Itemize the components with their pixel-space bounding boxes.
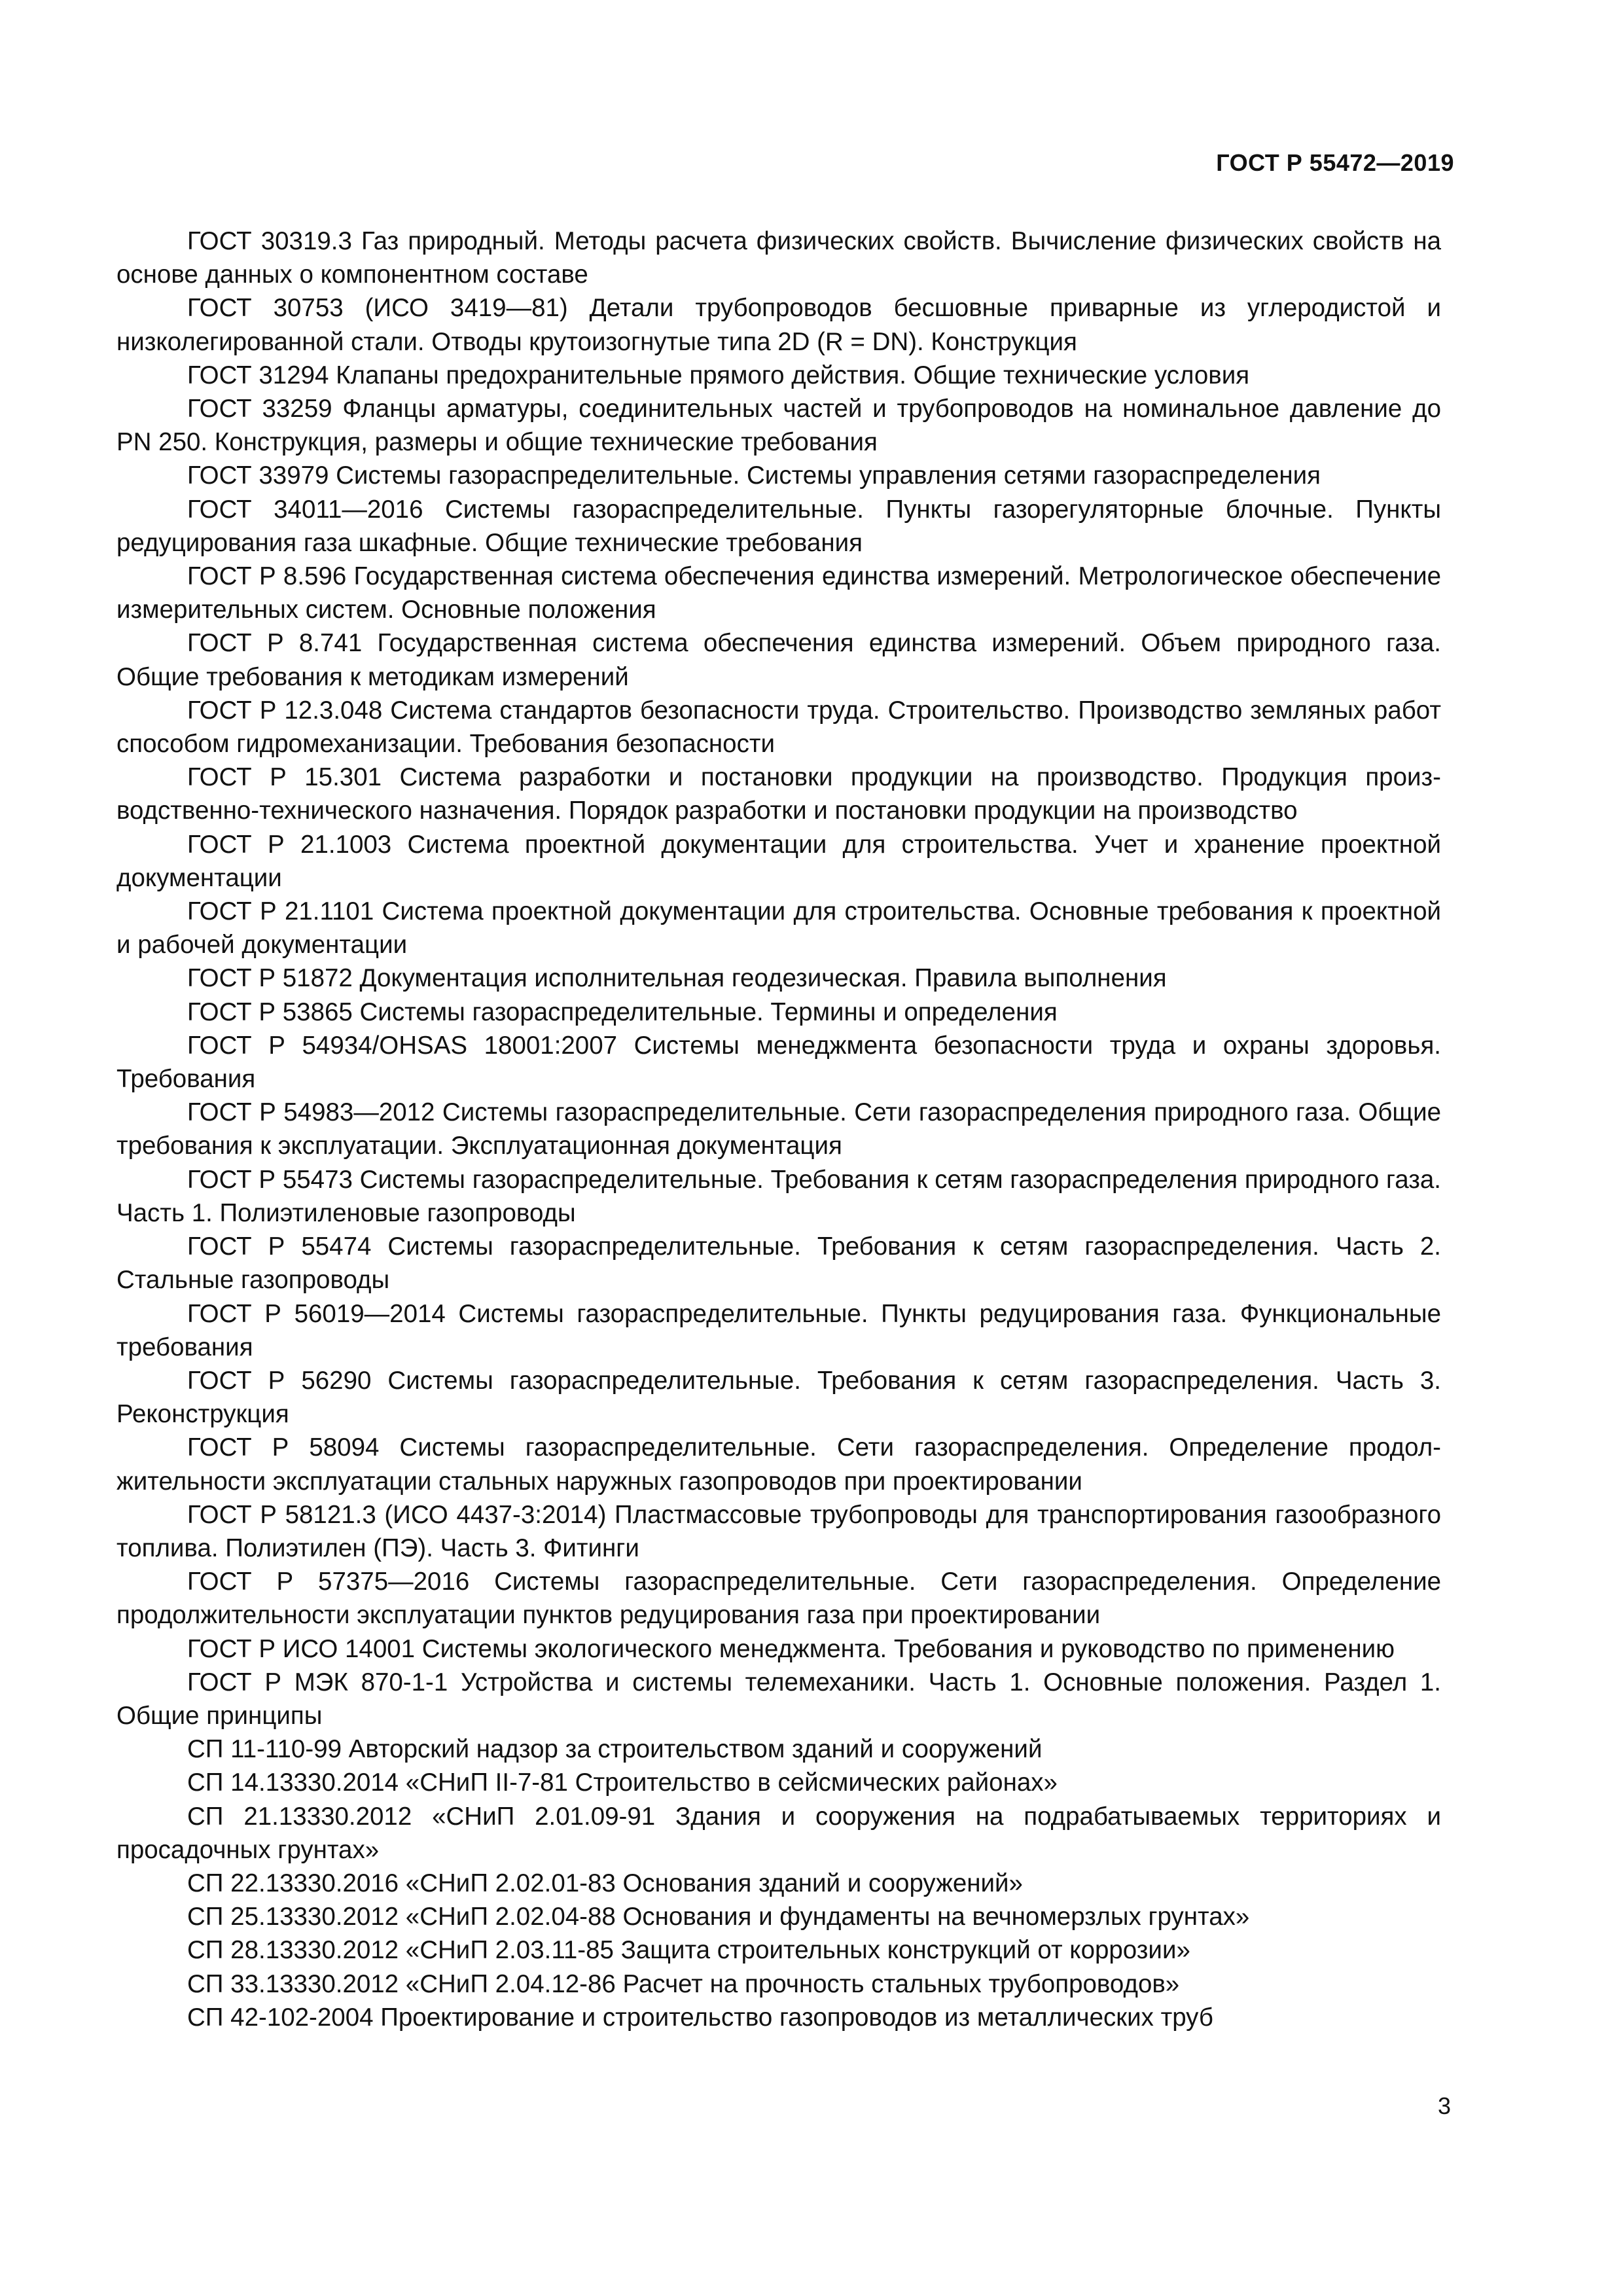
reference-item: ГОСТ 30753 (ИСО 3419—81) Детали трубопроводов бесшовные приварные из углеродистой и низколегированной стали. Отводы крутоизогнутые типа 2D (R = DN). Конструкция: [116, 294, 1441, 356]
reference-item: ГОСТ Р 54983—2012 Системы газораспределительные. Сети газораспределения природного газа. Общие требования к эксплуатации. Эксплуатационная документация: [116, 1098, 1441, 1160]
document-code-header: ГОСТ Р 55472—2019: [1216, 149, 1454, 176]
reference-item: ГОСТ 33979 Системы газораспределительные. Системы управления сетями газораспределения: [187, 461, 1321, 490]
reference-item: ГОСТ Р 57375—2016 Системы газораспределительные. Сети газораспределения. Определение продолжительности эксплуатации пунктов редуцирования газа при проектировании: [116, 1568, 1441, 1630]
reference-item: ГОСТ Р 51872 Документация исполнительная геодезическая. Правила выполнения: [187, 964, 1167, 993]
reference-item: СП 14.13330.2014 «СНиП II-7-81 Строительство в сейсмических районах»: [187, 1768, 1058, 1797]
reference-item: ГОСТ Р 54934/OHSAS 18001:2007 Системы менеджмента безопасности труда и охраны здоровья. Требования: [116, 1031, 1441, 1094]
reference-item: ГОСТ Р 58121.3 (ИСО 4437-3:2014) Пластмассовые трубопроводы для транспортирования газообразного топлива. Полиэтилен (ПЭ). Часть 3. Фитинги: [116, 1500, 1441, 1562]
reference-item: СП 28.13330.2012 «СНиП 2.03.11-85 Защита строительных конструкций от коррозии»: [187, 1936, 1190, 1965]
reference-item: СП 42-102-2004 Проектирование и строительство газопроводов из металлических труб: [187, 2003, 1213, 2032]
reference-item: ГОСТ Р 55474 Системы газораспределительные. Требования к сетям газораспределения. Часть 2. Стальные газопроводы: [116, 1232, 1441, 1295]
reference-item: СП 33.13330.2012 «СНиП 2.04.12-86 Расчет на прочность стальных трубопроводов»: [187, 1969, 1180, 1998]
reference-item: ГОСТ Р ИСО 14001 Системы экологического менеджмента. Требования и руководство по применению: [187, 1634, 1395, 1663]
reference-item: ГОСТ Р 21.1101 Система проектной документации для строительства. Основные требования к проектной и рабочей документации: [116, 897, 1441, 960]
page-number: 3: [1437, 2092, 1451, 2119]
reference-item: СП 21.13330.2012 «СНиП 2.01.09-91 Здания и сооружения на подрабатываемых территориях и просадочных грунтах»: [116, 1802, 1441, 1864]
reference-item: СП 22.13330.2016 «СНиП 2.02.01-83 Основания зданий и сооружений»: [187, 1869, 1023, 1897]
reference-item: СП 11-110-99 Авторский надзор за строительством зданий и сооружений: [187, 1735, 1043, 1764]
normative-references-list: [116, 224, 1441, 2034]
reference-item: ГОСТ Р 58094 Системы газораспределительные. Сети газораспределения. Определение продолжительности эксплуатации стальных наружных газопроводов при проектировании: [116, 1433, 1441, 1496]
reference-item: ГОСТ 30319.3 Газ природный. Методы расчета физических свойств. Вычисление физических свойств на основе данных о компонентном составе: [116, 227, 1441, 289]
reference-item: ГОСТ Р 55473 Системы газораспределительные. Требования к сетям газораспределения природного газа. Часть 1. Полиэтиленовые газопроводы: [116, 1165, 1441, 1227]
reference-item: ГОСТ Р МЭК 870-1-1 Устройства и системы телемеханики. Часть 1. Основные положения. Раздел 1. Общие принципы: [116, 1668, 1441, 1730]
reference-item: ГОСТ Р 15.301 Система разработки и постановки продукции на производство. Продукция производственно-технического назначения. Порядок разработки и постановки продукции на производство: [116, 763, 1441, 825]
reference-item: ГОСТ Р 53865 Системы газораспределительные. Термины и определения: [187, 997, 1058, 1026]
reference-item: ГОСТ 31294 Клапаны предохранительные прямого действия. Общие технические условия: [187, 361, 1250, 389]
reference-item: ГОСТ Р 21.1003 Система проектной документации для строительства. Учет и хранение проектной документации: [116, 830, 1441, 892]
reference-item: ГОСТ 33259 Фланцы арматуры, соединительных частей и трубопроводов на номинальное давление до PN 250. Конструкция, размеры и общие технические требования: [116, 395, 1441, 457]
reference-item: ГОСТ Р 8.741 Государственная система обеспечения единства измерений. Объем природного газа. Общие требования к методикам измерений: [116, 629, 1441, 691]
reference-item: ГОСТ 34011—2016 Системы газораспределительные. Пункты газорегуляторные блочные. Пункты редуцирования газа шкафные. Общие технические требования: [116, 495, 1441, 557]
reference-item: СП 25.13330.2012 «СНиП 2.02.04-88 Основания и фундаменты на вечномерзлых грунтах»: [187, 1903, 1250, 1931]
reference-item: ГОСТ Р 8.596 Государственная система обеспечения единства измерений. Метрологическое обеспечение измерительных систем. Основные положения: [116, 562, 1441, 624]
reference-item: ГОСТ Р 12.3.048 Система стандартов безопасности труда. Строительство. Производство земляных работ способом гидромеханизации. Требования безопасности: [116, 696, 1441, 759]
reference-item: ГОСТ Р 56019—2014 Системы газораспределительные. Пункты редуцирования газа. Функциональные требования: [116, 1299, 1441, 1361]
reference-item: ГОСТ Р 56290 Системы газораспределительные. Требования к сетям газораспределения. Часть 3. Реконструкция: [116, 1366, 1441, 1429]
